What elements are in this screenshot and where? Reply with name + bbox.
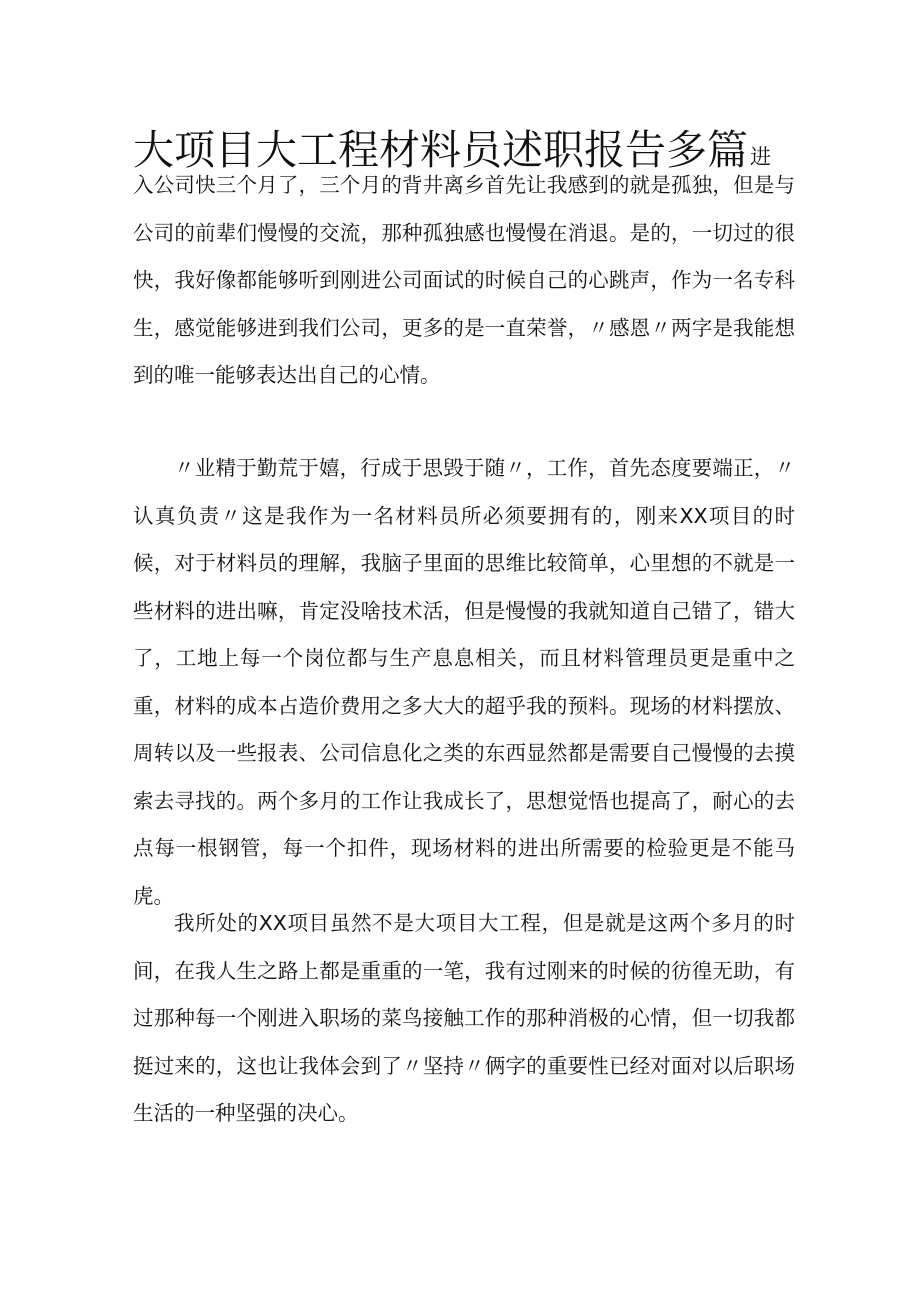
paragraph-1: 入公司快三个月了，三个月的背井离乡首先让我感到的就是孤独，但是与公司的前辈们慢慢的交流，那种孤独感也慢慢在消退。是的，一切过的很快，我好像都能够听到刚进公司面试的时候自己的心跳声，作为一名专科生，感觉能够进到我们公司，更多的是一直荣誉，〃感恩〃两字是我能想到的唯一能够表达出自己的心情。 [133, 173, 795, 387]
paragraph-2: 〃业精于勤荒于嬉，行成于思毁于随〃，工作，首先态度要端正，〃认真负责〃这是我作为一名材料员所必须要拥有的，刚来XX项目的时候，对于材料员的理解，我脑子里面的思维比较简单，心里想的不就是一些材料的进出嘛，肯定没啥技术活，但是慢慢的我就知道自己错了，错大了，工地上每一个岗位都与生产息息相关，而且材料管理员更是重中之重，材料的成本占造价费用之多大大的超乎我的预料。现场的材料摆放、周转以及一些报表、公司信息化之类的东西显然都是需要自己慢慢的去摸索去寻找的。两个多月的工作让我成长了，思想觉悟也提高了，耐心的去点每一根钢管，每一个扣件，现场材料的进出所需要的检验更是不能马虎。 [133, 456, 795, 908]
document-title: 大项目大工程材料员述职报告多篇 [133, 126, 748, 174]
title-continuation: 进 [750, 145, 771, 169]
paragraph-3: 我所处的XX项目虽然不是大项目大工程，但是就是这两个多月的时间，在我人生之路上都是重重的一笔，我有过刚来的时候的彷徨无助，有过那种每一个刚进入职场的菜鸟接触工作的那种消极的心情，但一切我都挺过来的，这也让我体会到了〃坚持〃俩字的重要性已经对面对以后职场生活的一种坚强的决心。 [133, 911, 795, 1125]
